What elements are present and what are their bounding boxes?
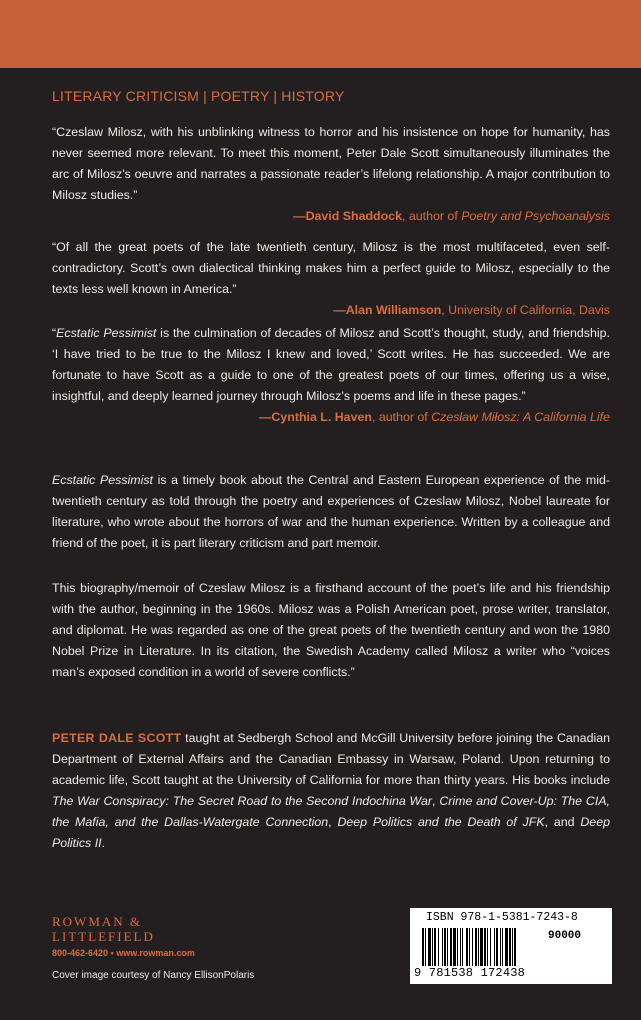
quote-separator: ,	[371, 410, 379, 424]
barcode-bar	[422, 928, 424, 966]
barcode-bar	[505, 928, 508, 966]
cover-credit: Cover image courtesy of Nancy EllisonPolaris	[52, 970, 255, 981]
praise-quote-2	[52, 237, 610, 321]
praise-quote-3	[52, 323, 610, 428]
publisher-website: www.rowman.com	[116, 948, 195, 958]
description-text: is a timely book about the Central and Eastern European experience of the mid-twentieth century as told through the poetry and experiences of Czeslaw Milosz, Nobel laureate for literature, who wrote about the horrors of war and the human experience. Written by a colleague and friend of the poet, it is part literary criticism and part memoir.	[52, 473, 610, 550]
quote-dash: —	[259, 410, 272, 424]
barcode-bar	[438, 928, 439, 966]
barcode-bar	[444, 928, 446, 966]
isbn-number: ISBN 978-1-5381-7243-8	[426, 911, 578, 924]
barcode-bar	[494, 928, 495, 966]
barcode-bars	[422, 928, 547, 968]
top-color-band	[0, 0, 641, 68]
barcode-bar	[428, 928, 431, 966]
barcode-bar	[469, 928, 470, 966]
barcode-bar	[490, 928, 491, 966]
barcode-bar	[432, 928, 433, 966]
quote-author-name: Alan Williamson	[345, 303, 442, 317]
barcode-bar	[442, 928, 443, 966]
publisher-logo	[52, 914, 155, 944]
quote-text: is the culmination of decades of Milosz and Scott’s thought, study, and friendship. ‘I have tried to be true to the Milosz I knew and loved,’ Scott writes. He has succeeded. We are fortunate to have Scott as a guide to one of the greatest poets of our times, offering us a wise, insightful, and deeply learned journey through Milosz’s poems and life in these pages.”	[52, 326, 610, 403]
quote-author-name: Cynthia L. Haven	[271, 410, 372, 424]
barcode-bar	[514, 928, 516, 966]
quote-separator: ,	[401, 209, 409, 223]
quote-author-desc: author of	[408, 209, 462, 223]
author-bio	[52, 728, 610, 854]
bio-separator: , and	[544, 815, 581, 829]
description-paragraph-1	[52, 470, 610, 554]
quote-text: “Czeslaw Milosz, with his unblinking witness to horror and his insistence on hope for humanity, has never seemed more relevant. To meet this moment, Peter Dale Scott simultaneously illuminates the arc of Milosz’s oeuvre and narrates a passionate reader’s lifelong relationship. A major contribution to Milosz studies.”	[52, 125, 610, 202]
barcode-bar	[450, 928, 452, 966]
barcode-bar	[496, 928, 498, 966]
quote-attribution	[52, 206, 610, 227]
quote-author-name: David Shaddock	[305, 209, 402, 223]
bio-book-title: Deep Politics II	[52, 815, 610, 850]
bio-book-title: Crime and Cover-Up: The CIA, the Mafia, and the Dallas-Watergate Connection	[52, 794, 610, 829]
bio-book-title: The War Conspiracy: The Secret Road to the Second Indochina War	[52, 794, 433, 808]
quote-author-desc: author of	[378, 410, 432, 424]
book-title: Ecstatic Pessimist	[52, 473, 153, 487]
barcode-bar	[509, 928, 511, 966]
barcode-bar	[478, 928, 479, 966]
barcode-bar	[475, 928, 477, 966]
publisher-contact	[52, 948, 195, 958]
category-label: LITERARY CRITICISM | POETRY | HISTORY	[52, 88, 345, 104]
quote-attribution	[52, 300, 610, 321]
quote-dash: —	[293, 209, 306, 223]
bio-book-title: Deep Politics and the Death of JFK	[337, 815, 545, 829]
barcode-bar	[434, 928, 436, 966]
barcode-bar	[512, 928, 513, 966]
barcode-digits: 9 781538 172438	[414, 966, 526, 980]
barcode-bar	[447, 928, 448, 966]
barcode-bar	[484, 928, 486, 966]
quote-author-book-title: Poetry and Psychoanalysis	[461, 209, 610, 223]
barcode-bar	[457, 928, 458, 966]
barcode-bar	[425, 928, 426, 966]
bio-text: taught at Sedbergh School and McGill University before joining the Canadian Department of External Affairs and the Canadian Embassy in Warsaw, Poland. Upon returning to academic life, Scott taught at the University of California for more than thirty years. His books include	[52, 731, 610, 787]
author-name: PETER DALE SCOTT	[52, 731, 182, 745]
praise-quote-1	[52, 122, 610, 227]
barcode-bar	[480, 928, 483, 966]
quote-attribution	[52, 407, 610, 428]
description-paragraph-2	[52, 578, 610, 683]
quote-book-title: Ecstatic Pessimist	[56, 326, 157, 340]
description-text: This biography/memoir of Czeslaw Milosz is a firsthand account of the poet’s life and his friendship with the author, beginning in the 1960s. Milosz was a Polish American poet, prose writer, translator, and diplomat. He was regarded as one of the great poets of the twentieth century and won the 1980 Nobel Prize in Literature. In its citation, the Swedish Academy called Milosz a writer who “voices man’s exposed condition in a world of severe conflicts.”	[52, 581, 610, 679]
quote-separator: ,	[441, 303, 449, 317]
barcode-bar	[500, 928, 501, 966]
barcode-bar	[466, 928, 468, 966]
contact-bullet: •	[108, 948, 117, 958]
quote-open-mark: “	[52, 326, 57, 340]
isbn-barcode	[410, 908, 612, 984]
quote-author-book-title: Czesław Miłosz: A California Life	[431, 410, 610, 424]
barcode-bar	[462, 928, 463, 966]
quote-text: “Of all the great poets of the late twentieth century, Milosz is the most multifaceted, even self-contradictory. Scott’s own dialectical thinking makes him a perfect guide to Milosz, especially to the texts less well known in America.”	[52, 240, 610, 296]
bio-end: .	[101, 836, 106, 850]
quote-author-desc: University of California, Davis	[448, 303, 610, 317]
barcode-bar	[502, 928, 503, 966]
publisher-phone: 800-462-6420	[52, 948, 109, 958]
publisher-name-line-1: ROWMAN &	[52, 914, 143, 929]
publisher-name-line-2: LITTLEFIELD	[52, 929, 155, 944]
barcode-bar	[453, 928, 456, 966]
barcode-bar	[487, 928, 488, 966]
barcode-bar	[460, 928, 461, 966]
bio-separator: ,	[328, 815, 338, 829]
barcode-bar	[472, 928, 473, 966]
barcode-price-code: 90000	[548, 930, 582, 942]
quote-dash: —	[333, 303, 346, 317]
bio-separator: ,	[432, 794, 440, 808]
